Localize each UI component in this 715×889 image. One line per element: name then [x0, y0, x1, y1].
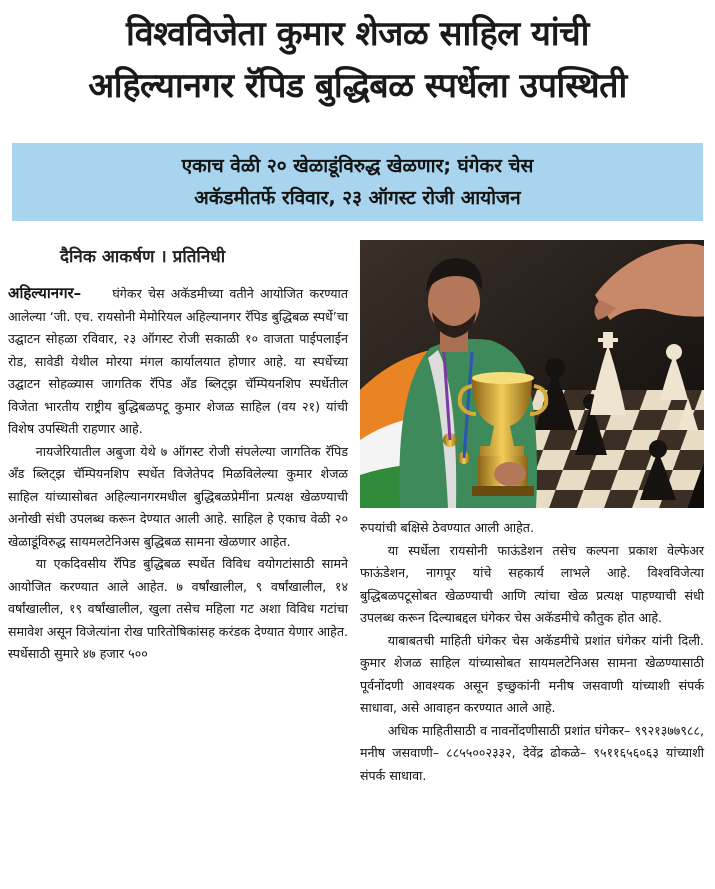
article-column-right [360, 517, 704, 787]
headline-line-2: अहिल्यानगर रॅपिड बुद्धिबळ स्पर्धेला उपस्थिती [88, 66, 627, 106]
article-photo [360, 240, 704, 508]
paragraph-1-text: घंगेकर चेस अकॅडमीच्या वतीने आयोजित करण्यात आलेल्या ‘जी. एच. रायसोनी मेमोरियल अहिल्यानगर रॅपिड बुद्धिबळ स्पर्धे’चा उद्घाटन सोहळा रविवार, २३ ऑगस्ट रोजी सकाळी १० वाजता पाईपलाईन रोड, सावेडी येथील मोरया मंगल कार्यालयात होणार आहे. या स्पर्धेच्या उद्घाटन सोहळ्यास जागतिक रॅपिड अँड ब्लिट्झ चॅम्पियनशिप स्पर्धेतील विजेता भारतीय राष्ट्रीय बुद्धिबळपटू कुमार शेजळ साहिल (वय २१) यांची विशेष उपस्थिती राहणार आहे. [8, 286, 348, 436]
subheadline-banner [12, 143, 703, 221]
paragraph-2: नायजेरियातील अबुजा येथे ७ ऑगस्ट रोजी संपलेल्या जागतिक रॅपिड अँड ब्लिट्झ चॅम्पियनशिप स्पर्धेत विजेतेपद मिळविलेल्या कुमार शेजळ साहिल यांच्यासोबत अहिल्यानगरमधील बुद्धिबळप्रेमींना प्रत्यक्ष खेळण्याची अनोखी संधी उपलब्ध करून देण्यात आली आहे. साहिल हे एकाच वेळी २० खेळाडूंविरुद्ध सायमलटेनिअस बुद्धिबळ सामना खेळणार आहेत. [8, 443, 348, 549]
paragraph-6: अधिक माहितीसाठी व नावनोंदणीसाठी प्रशांत घंगेकर– ९९२१३७७९८८, मनीष जसवाणी– ८८५५००२३३२, देवेंद्र ढोकळे– ९५११६५६०६३ यांच्याशी संपर्क साधावा. [360, 722, 704, 783]
paragraph-4: या स्पर्धेला रायसोनी फाऊंडेशन तसेच कल्पना प्रकाश वेल्फेअर फाऊंडेशन, नागपूर यांचे सहकार्य लाभले आहे. विश्वविजेत्या बुद्धिबळपटूसोबत खेळण्याची आणि त्यांचा खेळ प्रत्यक्ष पाहण्याची संधी उपलब्ध करून दिल्याबद्दल घंगेकर चेस अकॅडमीचे कौतुक होत आहे. [360, 542, 704, 625]
headline [0, 8, 715, 112]
article-column-left [8, 282, 348, 666]
paragraph-3-continued: रुपयांची बक्षिसे ठेवण्यात आली आहेत. [360, 520, 534, 535]
byline: दैनिक आकर्षण । प्रतिनिधी [60, 247, 226, 267]
chess-player-with-trophy-photo [360, 240, 704, 508]
subheadline-line-2: अकॅडमीतर्फे रविवार, २३ ऑगस्ट रोजी आयोजन [194, 187, 521, 209]
dateline: अहिल्यानगर– [8, 284, 82, 302]
paragraph-5: याबाबतची माहिती घंगेकर चेस अकॅडमीचे प्रशांत घंगेकर यांनी दिली. कुमार शेजळ साहिल यांच्यासोबत सायमलटेनिअस सामना खेळण्यासाठी पूर्वनोंदणी आवश्यक असून इच्छुकांनी मनीष जसवाणी यांच्याशी संपर्क साधावा, असे आवाहन करण्यात आले आहे. [360, 632, 704, 715]
paragraph-3: या एकदिवसीय रॅपिड बुद्धिबळ स्पर्धेत विविध वयोगटांसाठी सामने आयोजित करण्यात आले आहेत. ७ वर्षांखालील, ९ वर्षांखालील, १४ वर्षांखालील, १९ वर्षांखालील, खुला तसेच महिला गट अशा विविध गटांचा समावेश असून विजेत्यांना रोख पारितोषिकांसह करंडक देण्यात येणार आहेत. स्पर्धेसाठी सुमारे ४७ हजार ५०० [8, 556, 348, 661]
paragraph-1 [8, 282, 348, 441]
headline-line-1: विश्वविजेता कुमार शेजळ साहिल यांची [125, 14, 589, 54]
subheadline-line-1: एकाच वेळी २० खेळाडूंविरुद्ध खेळणार; घंगेकर चेस [181, 155, 534, 177]
